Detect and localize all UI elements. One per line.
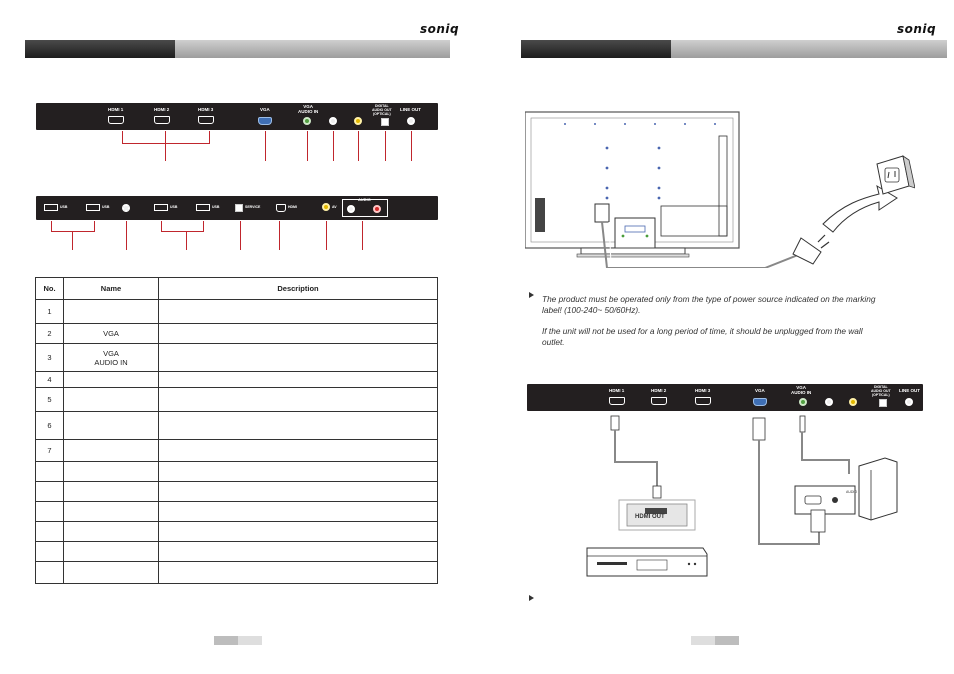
brand-logo: soniq <box>420 22 460 36</box>
cell-name <box>64 440 159 462</box>
callout-line <box>279 221 280 250</box>
panel-label-hdmi1: HDMI 1 <box>609 388 625 393</box>
vga-audio-jack-icon <box>303 117 311 125</box>
cell-name <box>64 502 159 522</box>
cell-no: 3 <box>36 344 64 372</box>
callout-line <box>307 131 308 161</box>
line-out-jack-icon <box>407 117 415 125</box>
header-bar-light <box>671 40 947 58</box>
panel-label-digital-audio: DIGITAL AUDIO OUT (OPTICAL) <box>871 385 891 397</box>
cell-name <box>64 462 159 482</box>
cell-no: 7 <box>36 440 64 462</box>
column-header-no: No. <box>36 278 64 300</box>
callout-line <box>209 131 210 143</box>
panel-label-hdmi2: HDMI 2 <box>651 388 667 393</box>
audio-r-jack-icon <box>373 205 381 213</box>
callout-line <box>165 143 166 161</box>
hdmi2-port-icon <box>651 397 667 405</box>
panel-label-vga-audio: VGA AUDIO IN <box>298 104 319 114</box>
vga-port-icon <box>258 117 272 125</box>
audio-jack-icon <box>329 117 337 125</box>
table-body <box>36 300 438 584</box>
callout-line <box>161 221 162 231</box>
panel-label-digital-audio: DIGITAL AUDIO OUT (OPTICAL) <box>372 104 392 116</box>
header-bar-light <box>175 40 450 58</box>
mini-hdmi-port-icon <box>276 204 286 212</box>
callout-line <box>240 221 241 250</box>
table-row <box>36 542 438 562</box>
note-marker-icon <box>529 292 534 298</box>
panel-label-hdmi2: HDMI 2 <box>154 107 170 112</box>
hdmi3-port-icon <box>695 397 711 405</box>
usb-port-icon <box>44 204 58 211</box>
cell-description <box>159 300 438 324</box>
callout-line <box>122 131 123 143</box>
cell-name: VGA <box>64 324 159 344</box>
cell-description <box>159 462 438 482</box>
panel-label-vga: VGA <box>755 388 765 393</box>
pc-audio-label: AUDIO <box>846 490 858 494</box>
cell-no <box>36 482 64 502</box>
av-jack-icon <box>849 398 857 406</box>
callout-bracket <box>51 231 95 232</box>
callout-line <box>265 131 266 161</box>
cell-name: VGA AUDIO IN <box>64 344 159 372</box>
tv-back-power-illustration <box>525 108 915 268</box>
cell-name <box>64 388 159 412</box>
hdmi1-port-icon <box>108 116 124 124</box>
cell-no <box>36 562 64 584</box>
connector-panel-bottom <box>36 196 438 220</box>
hdmi3-port-icon <box>198 116 214 124</box>
note-line: If the unit will not be used for a long period of time, it should be unplugged from the wall <box>542 326 863 336</box>
cell-no <box>36 462 64 482</box>
callout-line <box>94 221 95 231</box>
cell-no: 2 <box>36 324 64 344</box>
table-row <box>36 388 438 412</box>
callout-line <box>203 221 204 231</box>
power-note <box>542 294 922 348</box>
panel-label-audio: AUDIO <box>358 197 371 202</box>
cell-description <box>159 388 438 412</box>
cell-name <box>64 522 159 542</box>
cell-name <box>64 300 159 324</box>
cell-description <box>159 502 438 522</box>
callout-line <box>326 221 327 250</box>
audio-l-jack-icon <box>347 205 355 213</box>
callout-line <box>51 221 52 231</box>
cell-description <box>159 324 438 344</box>
panel-label-service: SERVICE <box>245 205 261 209</box>
callout-line <box>333 131 334 161</box>
callout-line <box>165 131 166 143</box>
service-port-icon <box>235 204 243 212</box>
panel-label-hdmi1: HDMI 1 <box>108 107 124 112</box>
header-bar-dark <box>521 40 671 58</box>
cell-name <box>64 482 159 502</box>
panel-label-line-out: LINE OUT <box>899 388 920 393</box>
cell-name <box>64 562 159 584</box>
cell-description <box>159 412 438 440</box>
column-header-description: Description <box>159 278 438 300</box>
hdmi-out-label: HDMI OUT <box>635 514 665 520</box>
vga-audio-jack-icon <box>799 398 807 406</box>
callout-bracket <box>122 143 210 144</box>
usb-port-icon <box>86 204 100 211</box>
right-page <box>477 0 954 674</box>
optical-port-icon <box>381 118 389 126</box>
column-header-name: Name <box>64 278 159 300</box>
power-connector-icon <box>122 204 130 212</box>
panel-label-usb: USB <box>170 205 178 209</box>
callout-line <box>411 131 412 161</box>
av-in-jack-icon <box>322 203 330 211</box>
callout-line <box>186 231 187 250</box>
panel-label-usb: USB <box>212 205 220 209</box>
callout-line <box>126 221 127 250</box>
av-jack-icon <box>354 117 362 125</box>
cell-description <box>159 562 438 584</box>
panel-label-usb: USB <box>60 205 68 209</box>
connector-panel-top <box>36 103 438 130</box>
vga-port-icon <box>753 398 767 406</box>
note-line: outlet. <box>542 337 565 347</box>
line-out-jack-icon <box>905 398 913 406</box>
cell-no <box>36 502 64 522</box>
cell-no: 1 <box>36 300 64 324</box>
cell-no <box>36 542 64 562</box>
cell-no: 5 <box>36 388 64 412</box>
callout-line <box>385 131 386 161</box>
table-row <box>36 462 438 482</box>
connection-diagram <box>567 412 927 582</box>
usb-port-icon <box>154 204 168 211</box>
callout-line <box>362 221 363 250</box>
cell-description <box>159 372 438 388</box>
connector-table <box>35 277 438 584</box>
table-row <box>36 502 438 522</box>
cell-description <box>159 440 438 462</box>
panel-label-vga-audio: VGA AUDIO IN <box>791 385 812 395</box>
table-row <box>36 344 438 372</box>
cell-no <box>36 522 64 542</box>
panel-label-hdmi3: HDMI 3 <box>198 107 214 112</box>
cell-description <box>159 344 438 372</box>
cell-no: 6 <box>36 412 64 440</box>
table-row <box>36 372 438 388</box>
audio-jack-icon <box>825 398 833 406</box>
panel-label-line-out: LINE OUT <box>400 107 421 112</box>
panel-label-usb: USB <box>102 205 110 209</box>
callout-line <box>358 131 359 161</box>
panel-label-hdmi3: HDMI 3 <box>695 388 711 393</box>
panel-label-av: AV <box>332 205 337 209</box>
cell-name <box>64 542 159 562</box>
table-row <box>36 324 438 344</box>
cell-description <box>159 522 438 542</box>
table-header-row <box>36 278 438 300</box>
cell-name <box>64 412 159 440</box>
cell-description <box>159 482 438 502</box>
page-number-block <box>691 636 739 645</box>
callout-bracket <box>161 231 204 232</box>
table-row <box>36 300 438 324</box>
cell-name <box>64 372 159 388</box>
hdmi1-port-icon <box>609 397 625 405</box>
hdmi2-port-icon <box>154 116 170 124</box>
cell-description <box>159 542 438 562</box>
page-number-block <box>214 636 262 645</box>
cell-no: 4 <box>36 372 64 388</box>
note-marker-icon <box>529 595 534 601</box>
header-bar-dark <box>25 40 175 58</box>
optical-port-icon <box>879 399 887 407</box>
brand-logo: soniq <box>897 22 937 36</box>
usb-port-icon <box>196 204 210 211</box>
table-row <box>36 440 438 462</box>
panel-label-vga: VGA <box>260 107 270 112</box>
table-row <box>36 412 438 440</box>
callout-line <box>72 231 73 250</box>
table-row <box>36 522 438 542</box>
table-row <box>36 562 438 584</box>
note-line: label! (100-240~ 50/60Hz). <box>542 305 641 315</box>
connector-panel-connections <box>527 384 923 411</box>
note-line: The product must be operated only from the type of power source indicated on the marking <box>542 294 876 304</box>
table-row <box>36 482 438 502</box>
panel-label-hdmi: HDMI <box>288 205 297 209</box>
